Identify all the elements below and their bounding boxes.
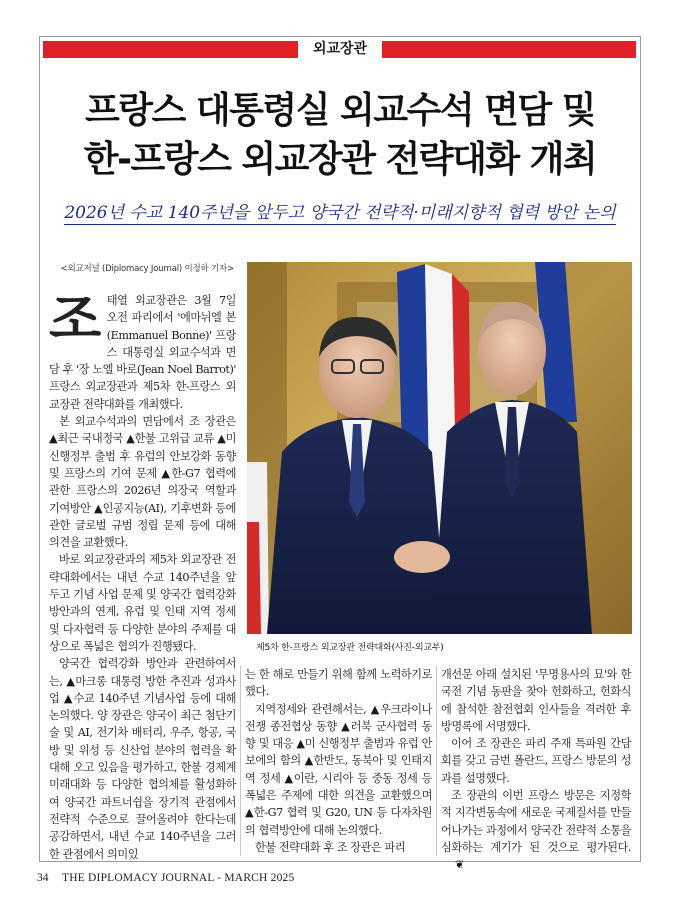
paragraph-text: 태열 외교장관은 3월 7일 오전 파리에서 '에마뉘엘 본(Emmanuel Bonne)' 프랑스 대통령실 외교수석과 면담 후 '장 노엘 바로(Jean Noel Barrot)' 프랑스 외교장관과 제5차 한-프랑스 외교장관 전략대화를 개최했다. <box>49 294 236 411</box>
photo-caption: 제5차 한-프랑스 외교장관 전략대화(사진-외교부) <box>256 643 444 653</box>
article-column-1 <box>49 287 236 863</box>
page-number: 34 <box>37 872 49 884</box>
subheadline-text: 2026년 수교 140주년을 앞두고 양국간 전략적·미래지향적 협력 방안 논의 <box>64 203 616 223</box>
article-column-3 <box>441 666 631 874</box>
drop-cap: 조 <box>49 287 101 351</box>
paragraph: 는 한 해로 만들기 위해 함께 노력하기로 했다. <box>245 668 432 699</box>
paragraph: 지역정세와 관련해서는, ▲우크라이나 전쟁 종전협상 동향 ▲러북 군사협력 동향 및 대응 ▲미 신행정부 출범과 유럽 안보에의 함의 ▲한반도, 동북아 및 인태지역 정세 ▲이란, 시리아 등 중동 정세 등 폭넓은 주제에 대한 의견을 교환했으며 ▲한-G7 협력 및 G20, UN 등 다자차원의 협력방안에 대해 논의했다. <box>245 702 432 837</box>
headline-line-1: 프랑스 대통령실 외교수석 면담 및 <box>85 90 595 131</box>
paragraph: 본 외교수석과의 면담에서 조 장관은 ▲최근 국내정국 ▲한불 고위급 교류 ▲미 신행정부 출범 후 유럽의 안보강화 동향 및 프랑스의 기여 문제 ▲한-G7 협력에 관한 프랑스의 2026년 의장국 역할과 기여방안 ▲인공지능(AI), 기후변화 등에 관한 글로벌 규범 정립 문제 등에 대해 의견을 교환했다. <box>49 415 236 550</box>
paragraph-text: 조 장관의 이번 프랑스 방문은 지정학적 지각변동속에 새로운 국제질서를 만들어나가는 과정에서 양국간 전략적 소통을 심화하는 계기가 된 것으로 평가된다. <box>441 789 631 854</box>
byline: <외교저널 (Diplomacy Journal) 이정하 기자> <box>60 264 234 274</box>
paragraph: 양국간 협력강화 방안과 관련하여서는, ▲마크롱 대통령 방한 추진과 성과사업 ▲수교 140주년 기념사업 등에 대해 논의했다. 양 장관은 양국이 최근 첨단기술 및 AI, 전기차 배터리, 우주, 항공, 국방 및 위성 등 신산업 분야의 협력을 확대해 오고 있음을 평가하고, 한불 경제계 미래대화 등 다양한 협의체를 활성화하여 양국간 파트너쉽을 장기적 관점에서 전략적 수준으로 끌어올려야 한다는데 공감하면서, 내년 수교 140주년을 그러한 관점에서 의미있 <box>49 657 236 861</box>
section-bar-right <box>382 41 636 58</box>
section-bar-left <box>43 41 298 58</box>
paragraph: 바로 외교장관과의 제5차 외교장관 전략대화에서는 내년 수교 140주년을 앞두고 기념 사업 문제 및 양국간 협력강화 방안과의 연계, 유럽 및 인태 지역 정세 및 다자협력 등 다양한 분야의 주제를 대상으로 폭넓은 협의가 진행됐다. <box>49 553 236 653</box>
article-photo <box>247 262 632 634</box>
paragraph: 한불 전략대화 후 조 장관은 파리 <box>255 840 406 854</box>
headline-line-2: 한-프랑스 외교장관 전략대화 개최 <box>83 139 597 180</box>
paragraph <box>441 787 631 873</box>
section-label: 외교장관 <box>312 41 368 57</box>
paragraph: 개선문 아래 설치된 '무명용사의 묘'와 한국전 기념 동판을 찾아 헌화하고, 헌화식에 참석한 참전협회 인사들을 격려한 후 방명록에 서명했다. <box>441 668 631 733</box>
paragraph <box>49 287 236 413</box>
photo-illustration <box>247 262 632 634</box>
column-divider <box>240 666 241 856</box>
paragraph: 이어 조 장관은 파리 주재 특파원 간담회를 갖고 금번 폴란드, 프랑스 방문의 성과를 설명했다. <box>441 737 631 785</box>
article-column-2 <box>245 666 432 856</box>
journal-footer: THE DIPLOMACY JOURNAL - MARCH 2025 <box>62 872 295 884</box>
headline <box>40 86 640 184</box>
subheadline <box>40 201 640 225</box>
column-divider <box>436 666 437 856</box>
end-mark-icon: ❦ <box>455 858 464 872</box>
